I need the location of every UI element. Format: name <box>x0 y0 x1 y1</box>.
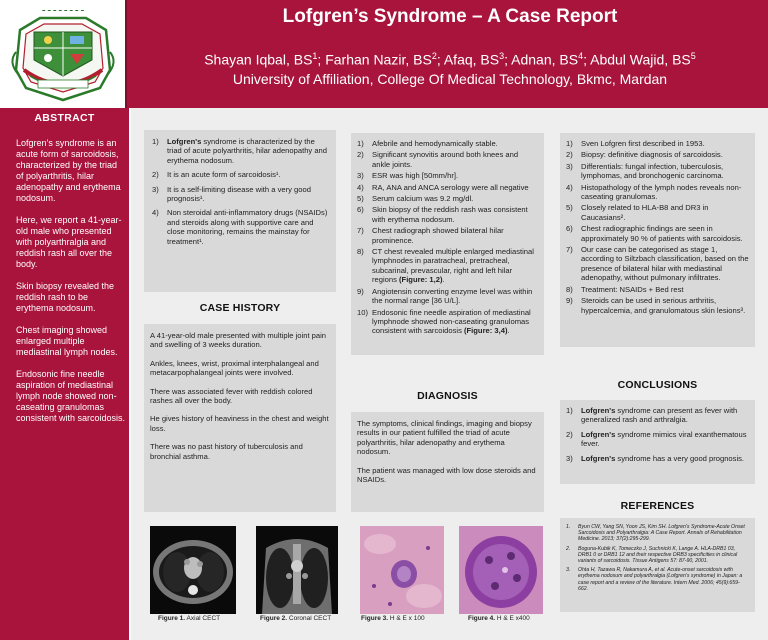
abstract-column <box>0 108 131 640</box>
conclusion-item <box>566 454 749 463</box>
conclusions-panel <box>560 400 755 484</box>
list-item-emphasis: Lofgren's <box>167 137 202 146</box>
conclusions-list <box>560 400 755 463</box>
list-number: 5) <box>566 203 573 213</box>
intro-item <box>152 137 330 165</box>
author-affil-number: 3 <box>499 51 505 61</box>
list-item-text: Treatment: NSAIDs + Bed rest <box>581 284 684 294</box>
author-name: Adnan, BS <box>511 51 579 68</box>
list-number: 9) <box>357 286 364 296</box>
discussion-item <box>566 139 749 148</box>
intro-item <box>152 185 330 204</box>
list-item-text: Chest radiographic findings are seen in approximately 90 % of patients with sarcoidosis. <box>581 224 743 243</box>
list-item-text: Closely related to HLA-B8 and DR3 in Caucasians². <box>581 203 709 222</box>
list-item-text: Serum calcium was 9.2 mg/dl. <box>372 194 474 204</box>
diagnosis-paragraph: The patient was managed with low dose steroids and NSAIDs. <box>357 465 536 485</box>
conclusion-item <box>566 406 749 425</box>
list-item-text: Afebrile and hemodynamically stable. <box>372 139 498 148</box>
list-number: 9) <box>566 296 573 306</box>
discussion-item <box>566 224 749 243</box>
finding-item <box>357 194 538 203</box>
diagnosis-heading: DIAGNOSIS <box>417 390 478 402</box>
case-history-paragraph: He gives history of heaviness in the chest and weight loss. <box>150 414 329 433</box>
list-item-text: syndrome mimics viral exanthematous fever. <box>581 429 747 449</box>
list-item-text: Byun CW, Yang SN, Yoon JS, Kim SH. Lofgren's Syndrome-Acute Onset Sarcoidosis and Polyarthralgia: A Case Report. Annals of Rehabilitation Medicine. 2013; 37(2):295-299. <box>578 524 745 543</box>
list-item-text: Boguna-Kubik K, Tomeczko J, Suchnicki K, Lange A. HLA-DRB1 03, DRB1 0 or DRB1 12 and their respective DRB3 specificities in clinical variants of sarcoidosis. Tissue Antigens 57: 87-90, 2001. <box>578 545 738 565</box>
discussion-item <box>566 245 749 283</box>
reference-item <box>566 546 749 565</box>
discussion-list <box>560 133 755 315</box>
case-history-paragraph: There was associated fever with reddish colored rashes all over the body. <box>150 386 313 406</box>
discussion-item <box>566 162 749 181</box>
list-number: 2) <box>357 150 364 160</box>
list-number: 1) <box>566 139 573 148</box>
author-separator: ; <box>317 51 326 68</box>
findings-list <box>351 133 544 336</box>
reference-item <box>566 567 749 592</box>
list-number: 1) <box>357 139 364 148</box>
abstract-body <box>16 138 126 435</box>
finding-item <box>357 183 538 192</box>
list-number: 1) <box>566 406 573 415</box>
list-item-text: Skin biopsy of the reddish rash was consistent with erythema nodosum. <box>372 205 528 224</box>
finding-item <box>357 226 538 245</box>
list-item-tail: . <box>507 326 510 336</box>
figure-1-caption: Figure 1. Axial CECT <box>158 615 221 622</box>
author-affil-number: 1 <box>312 51 318 61</box>
figure-4-histology-image <box>459 526 543 614</box>
poster-header <box>0 0 768 108</box>
svg-text:ـ ـ ـ ـ ـ ـ ـ ـ: ـ ـ ـ ـ ـ ـ ـ ـ <box>42 4 84 13</box>
abstract-paragraph: Lofgren’s syndrome is an acute form of sarcoidosis, characterized by the triad of polyarthritis, hilar adenopathy and erythema nodosum. <box>16 138 121 203</box>
list-item-emphasis: Lofgren's <box>581 406 616 415</box>
author-affil-number: 2 <box>431 51 437 61</box>
abstract-paragraph: Skin biopsy revealed the reddish rash to be erythema nodosum. <box>16 281 115 313</box>
finding-item <box>357 150 538 169</box>
abstract-paragraph: Chest imaging showed enlarged multiple mediastinal lymph nodes. <box>16 325 118 357</box>
discussion-item <box>566 203 749 222</box>
intro-item <box>152 170 330 179</box>
intro-list <box>144 130 336 246</box>
list-number: 8) <box>566 284 573 294</box>
list-number: 8) <box>357 247 364 257</box>
author-separator: ; <box>504 51 512 68</box>
list-number: 4) <box>566 182 573 192</box>
author-line <box>140 47 760 70</box>
list-item-emphasis: Lofgren's <box>581 453 616 463</box>
intro-panel <box>144 130 336 292</box>
finding-item <box>357 171 538 180</box>
discussion-item <box>566 285 749 294</box>
finding-item <box>357 308 538 336</box>
conclusions-heading: CONCLUSIONS <box>617 379 698 391</box>
list-item-text: Steroids can be used in serious arthritis, hypercalcemia, and granulomatous skin lesions³. <box>581 296 746 315</box>
list-item-text: Non steroidal anti-inflammatory drugs (NSAIDs) and steroids along with supportive care and close monitoring, remains the mainstay for treatment¹. <box>167 208 328 246</box>
list-number: 3. <box>566 567 571 574</box>
list-number: 2. <box>566 545 571 552</box>
figure-3-histology-image <box>360 526 444 614</box>
list-number: 4) <box>152 208 159 218</box>
list-item-text: syndrome has a very good prognosis. <box>615 453 745 463</box>
list-item-text: Angiotensin converting enzyme level was within the normal range [36 U/L]. <box>372 286 533 306</box>
case-history-body <box>144 324 336 461</box>
figure-4-caption: Figure 4. H & E x400 <box>468 615 530 622</box>
list-item-text: Histopathology of the lymph nodes reveals non-caseating granulomas. <box>581 182 742 202</box>
figure-2-coronal-ct-image <box>256 526 338 614</box>
affiliation: University of Affiliation, College Of Medical Technology, Bkmc, Mardan <box>232 70 668 87</box>
list-item-text: Ohta H, Tazawa R, Nakamura A, et al. Acute-onset sarcoidosis with erythema nodosum and polyarthralgia (Lofgren's syndrome) in Japan: a case report and a review of the literature. Intern Med. 2006; 45(9):659-662. <box>578 567 743 592</box>
list-item-text: It is an acute form of sarcoidosis¹. <box>167 170 281 180</box>
list-number: 1) <box>152 137 159 146</box>
college-logo <box>0 0 127 108</box>
list-number: 2) <box>566 429 573 439</box>
references-panel <box>560 518 755 612</box>
abstract-heading: ABSTRACT <box>34 112 95 124</box>
intro-item <box>152 208 330 246</box>
list-number: 3) <box>566 453 573 463</box>
discussion-panel <box>560 133 755 347</box>
list-item-text: Chest radiograph showed bilateral hilar prominence. <box>372 226 504 245</box>
author-affil-number: 4 <box>578 51 584 61</box>
author-separator: ; <box>583 51 591 68</box>
findings-panel <box>351 133 544 355</box>
discussion-item <box>566 296 749 315</box>
list-item-text: Biopsy: definitive diagnosis of sarcoidosis. <box>581 150 723 160</box>
reference-item <box>566 524 749 543</box>
list-item-text: Our case can be categorised as stage 1, according to Siltzbach classification, based on the presence of bilateral hilar with mediastinal adenopathy, without pulmonary infiltrates. <box>581 245 749 283</box>
college-crest-icon <box>0 0 127 108</box>
list-item-text: Sven Lofgren first described in 1953. <box>581 139 705 148</box>
list-item-text: syndrome is characterized by the triad of acute polyarthritis, hilar adenopathy and erythema nodosum. <box>167 137 327 165</box>
figure-2-caption: Figure 2. Coronal CECT <box>260 615 332 622</box>
conclusion-item <box>566 430 749 449</box>
author-separator: ; <box>436 51 444 68</box>
author-name: Afaq, BS <box>443 51 500 68</box>
figure-reference: (Figure: 3,4) <box>464 326 508 336</box>
case-history-paragraph: A 41-year-old male presented with multiple joint pain and swelling of 3 weeks duration. <box>150 331 327 350</box>
author-name: Abdul Wajid, BS <box>590 51 691 68</box>
abstract-paragraph: Endosonic fine needle aspiration of mediastinal lymph node showed non-caseating granulomas consistent with sarcoidosis. <box>16 369 126 423</box>
list-item-text: RA, ANA and ANCA serology were all negative <box>372 182 529 192</box>
abstract-paragraph: Here, we report a 41-year-old male who presented with polyarthralgia and reddish rash all over the body. <box>16 215 122 269</box>
finding-item <box>357 139 538 148</box>
list-number: 7) <box>566 245 573 255</box>
diagnosis-body <box>351 412 544 484</box>
list-item-text: Significant synovitis around both knees and ankle joints. <box>372 150 519 169</box>
poster-authors <box>140 47 760 89</box>
list-item-text: CT chest revealed multiple enlarged mediastinal lymphnodes in paratracheal, pretracheal, subcarinal, prevascular, right and left hilar regions <box>372 247 534 285</box>
list-number: 5) <box>357 194 364 204</box>
list-number: 4) <box>357 182 364 192</box>
list-item-emphasis: Lofgren's <box>581 429 616 439</box>
author-name: Shayan Iqbal, BS <box>204 51 313 68</box>
list-number: 2) <box>566 150 573 160</box>
author-name: Farhan Nazir, BS <box>325 51 432 68</box>
list-number: 2) <box>152 170 159 180</box>
figure-reference: (Figure: 1,2) <box>399 275 443 285</box>
list-number: 1. <box>566 524 571 530</box>
references-heading: REFERENCES <box>620 500 695 512</box>
references-list <box>560 518 755 592</box>
case-history-heading: CASE HISTORY <box>199 302 281 314</box>
list-item-text: It is a self-limiting disease with a very good prognosis¹. <box>167 184 311 204</box>
discussion-item <box>566 183 749 202</box>
finding-item <box>357 247 538 285</box>
figure-1-axial-ct-image <box>150 526 236 614</box>
case-history-panel <box>144 324 336 512</box>
finding-item <box>357 205 538 224</box>
finding-item <box>357 287 538 306</box>
case-history-paragraph: There was no past history of tuberculosis and bronchial asthma. <box>150 442 303 461</box>
list-item-tail: . <box>442 275 445 285</box>
list-item-text: syndrome can present as fever with generalized rash and arthralgia. <box>581 406 738 425</box>
list-item-text: ESR was high [50mm/hr]. <box>372 171 459 181</box>
list-number: 3) <box>566 161 573 171</box>
case-history-paragraph: Ankles, knees, wrist, proximal interphalangeal and metacarpophalangeal joints were involved. <box>150 358 319 378</box>
list-number: 6) <box>566 224 573 234</box>
list-number: 3) <box>357 171 364 181</box>
author-affil-number: 5 <box>690 51 696 61</box>
list-number: 3) <box>152 184 159 194</box>
diagnosis-paragraph: The symptoms, clinical findings, imaging and biopsy results in our patient fulfilled the triad of acute polyarthritis, hilar adenopathy and erythema nodosum. <box>357 419 532 457</box>
list-number: 10) <box>357 307 368 317</box>
list-number: 7) <box>357 226 364 236</box>
poster-title: Lofgren’s Syndrome – A Case Report <box>282 6 618 27</box>
diagnosis-panel <box>351 412 544 512</box>
list-number: 6) <box>357 205 364 215</box>
list-item-text: Endosonic fine needle aspiration of mediastinal lymphnode showed non-caseating granulomas consistent with sarcoidosis <box>372 307 531 336</box>
figure-3-caption: Figure 3. H & E x 100 <box>361 615 425 622</box>
discussion-item <box>566 150 749 159</box>
list-item-text: Differentials: fungal infection, tuberculosis, lymphomas, and bronchogenic carcinoma. <box>581 161 724 181</box>
